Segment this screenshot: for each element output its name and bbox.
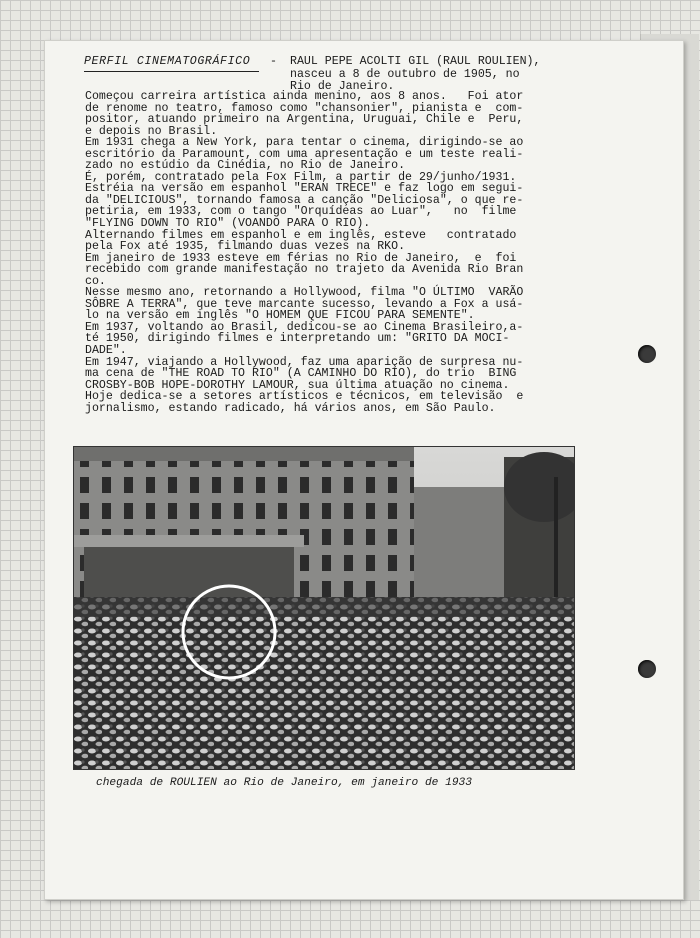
text-line: co.: [85, 274, 106, 288]
text-line: e depois no Brasil.: [85, 124, 218, 138]
heading-dash: -: [270, 55, 277, 68]
text-line: É, porém, contratado pela Fox Film, a partir de 29/junho/1931.: [85, 170, 517, 184]
text-line: zado no estúdio da Cinédia, no Rio de Janeiro.: [85, 159, 406, 173]
text-line: de renome no teatro, famoso como "chansonier", pianista e com-: [85, 101, 524, 115]
heading-intro: RAUL PEPE ACOLTI GIL (RAUL ROULIEN), nasceu a 8 de outubro de 1905, no Rio de Janeiro.: [290, 55, 541, 94]
text-line: petiria, em 1933, com o tango "Orquídeas ao Luar", no filme: [85, 205, 517, 219]
crowd-photo: [73, 446, 575, 770]
crowd-photo-image: [74, 447, 574, 769]
section-label: PERFIL CINEMATOGRÁFICO: [84, 56, 259, 72]
text-line: escritório da Paramount, com uma apresentação e um teste reali-: [85, 147, 524, 161]
text-line: Em 1931 chega a New York, para tentar o cinema, dirigindo-se ao: [85, 136, 524, 150]
text-line: Alternando filmes em espanhol e em inglês, esteve contratado: [85, 228, 517, 242]
text-line: Nesse mesmo ano, retornando a Hollywood, filma "O ÚLTIMO VARÃO: [85, 286, 524, 300]
text-line: "FLYING DOWN TO RIO" (VOANDO PARA O RIO).: [85, 217, 371, 231]
text-line: CROSBY-BOB HOPE-DOROTHY LAMOUR, sua última atuação no cinema.: [85, 378, 510, 392]
binder-hole-bottom: [638, 660, 656, 678]
text-line: SÔBRE A TERRA", que teve marcante sucesso, levando a Fox a usá-: [85, 297, 524, 311]
text-line: Estréia na versão em espanhol "ERAN TRECE" e faz logo em segui-: [85, 182, 524, 196]
text-line: Hoje dedica-se a setores artísticos e técnicos, em televisão e: [85, 390, 524, 404]
text-line: Em 1947, viajando a Hollywood, faz uma aparição de surpresa nu-: [85, 355, 524, 369]
text-line: jornalismo, estando radicado, há vários anos, em São Paulo.: [85, 401, 496, 415]
binder-hole-top: [638, 345, 656, 363]
photo-caption: chegada de ROULIEN ao Rio de Janeiro, em janeiro de 1933: [96, 777, 472, 789]
text-line: DADE".: [85, 344, 127, 358]
text-line: da "DELICIOUS", tornando famosa a canção "Deliciosa", o que re-: [85, 193, 524, 207]
text-line: recebido com grande manifestação no trajeto da Avenida Rio Bran: [85, 263, 524, 277]
text-line: Em 1937, voltando ao Brasil, dedicou-se ao Cinema Brasileiro,a-: [85, 320, 524, 334]
text-line: Em janeiro de 1933 esteve em férias no Rio de Janeiro, e foi: [85, 251, 517, 265]
biography-text: [85, 91, 579, 414]
text-line: lo na versão em inglês "O HOMEM QUE FICOU PARA SEMENTE".: [85, 309, 475, 323]
text-line: ma cena de "THE ROAD TO RIO" (A CAMINHO DO RIO), do trio BING: [85, 367, 517, 381]
text-line: té 1950, dirigindo filmes e interpretando um: "GRITO DA MOCI-: [85, 332, 510, 346]
text-line: positor, atuando primeiro na Argentina, Uruguai, Chile e Peru,: [85, 113, 524, 127]
text-line: Começou carreira artística ainda menino, aos 8 anos. Foi ator: [85, 90, 524, 103]
text-line: pela Fox até 1935, filmando duas vezes na RKO.: [85, 240, 406, 254]
